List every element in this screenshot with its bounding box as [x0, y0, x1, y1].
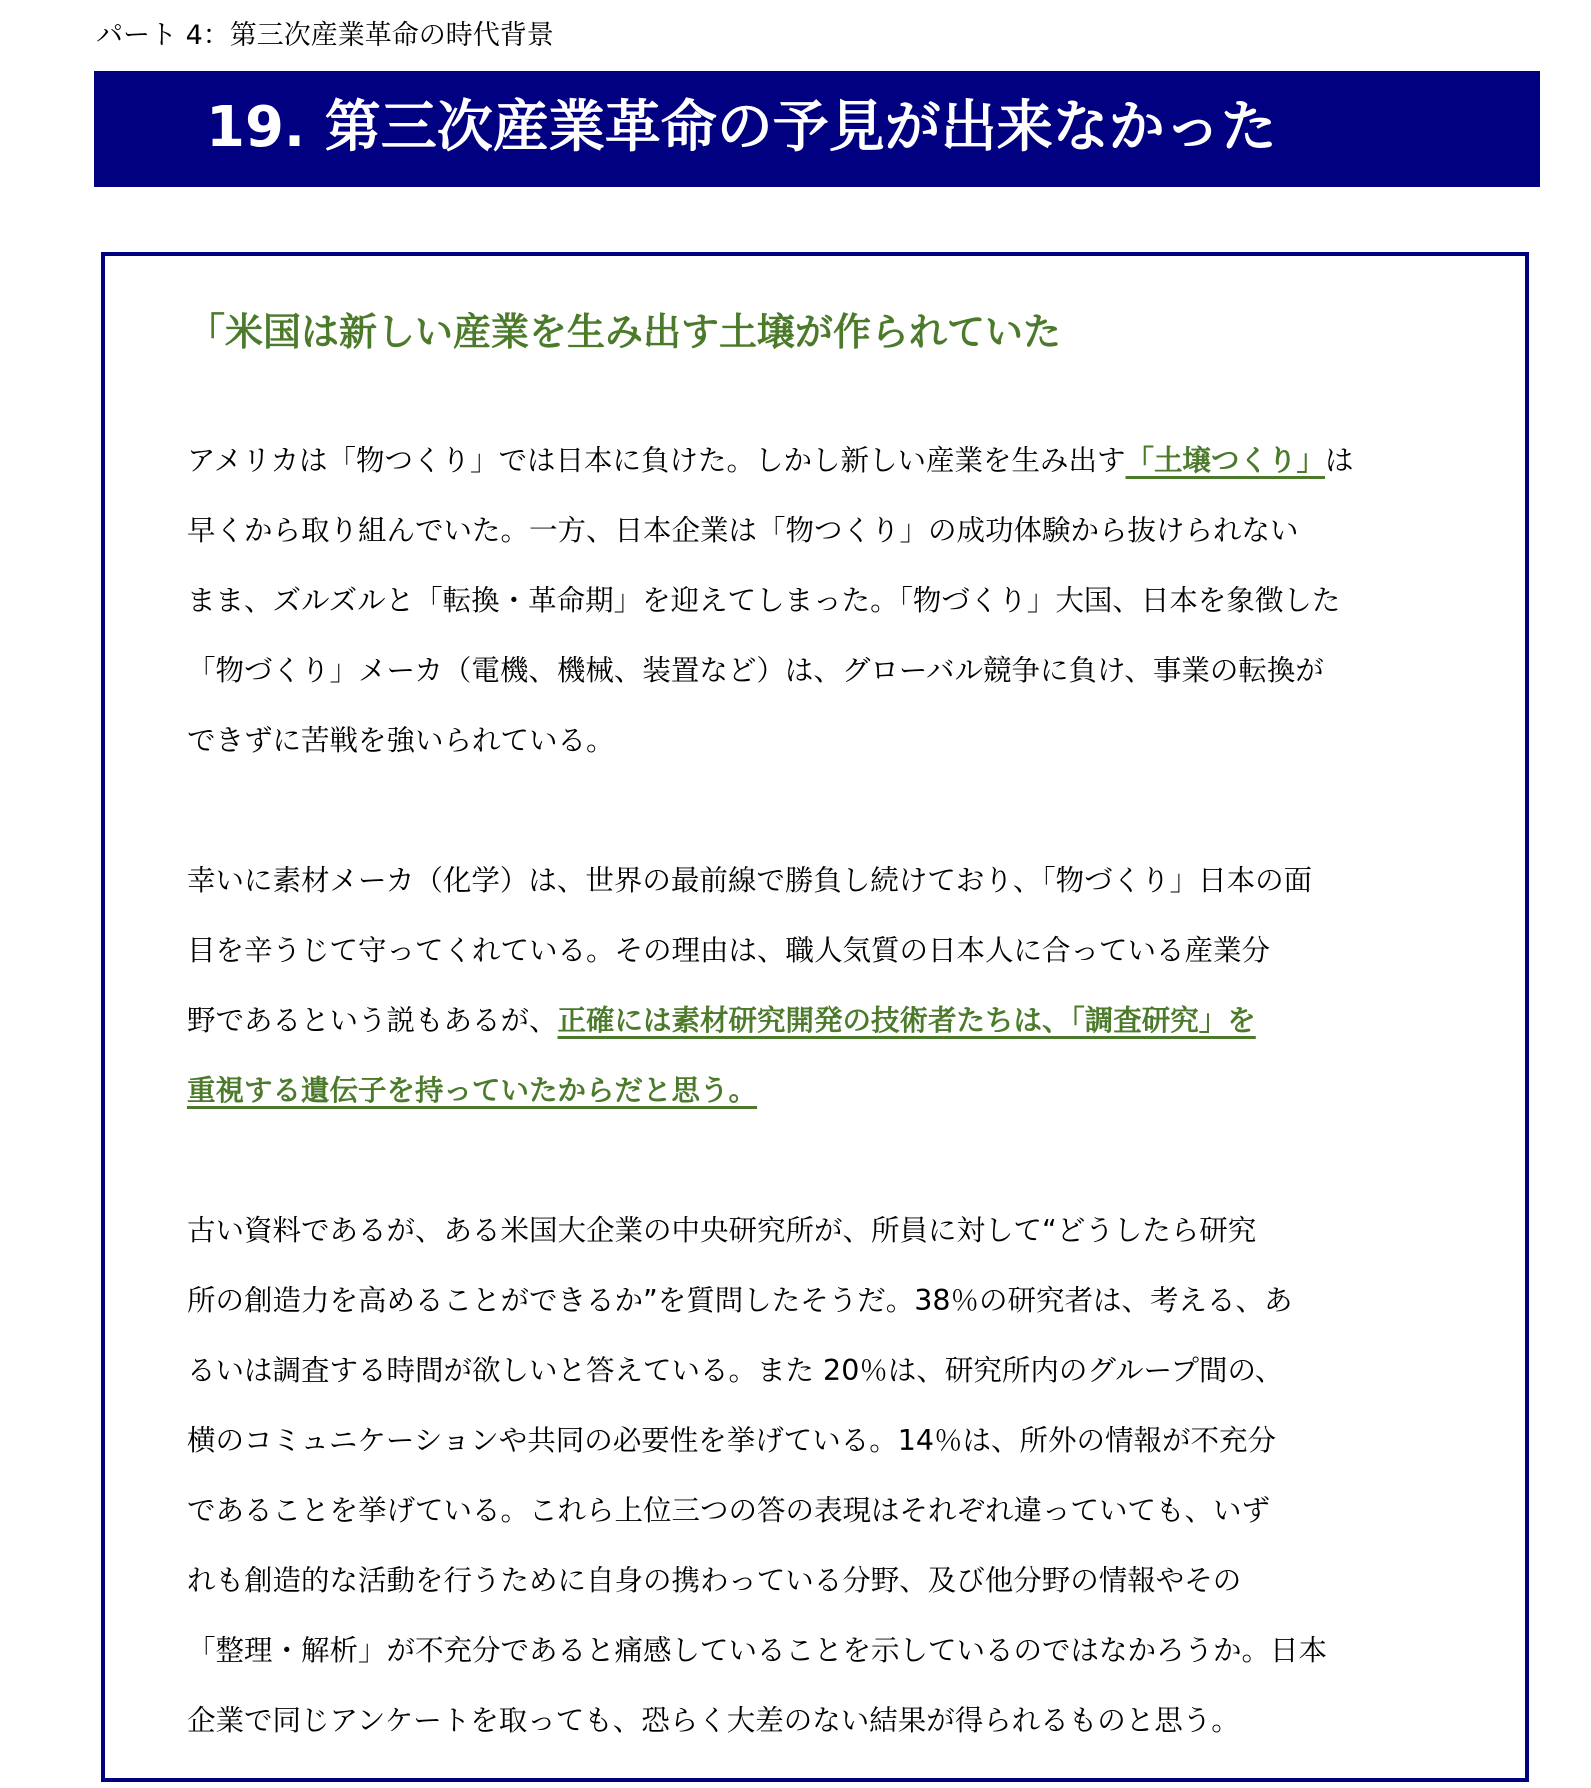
- paragraph-line: 「物づくり」メーカ（電機、機械、装置など）は、グローバル競争に負け、事業の転換が: [187, 654, 1324, 687]
- text-segment: 野であるという説もあるが、: [187, 1004, 558, 1037]
- breadcrumb: パート 4：第三次産業革命の時代背景: [96, 20, 554, 51]
- paragraph-line: るいは調査する時間が欲しいと答えている。また 20％は、研究所内のグループ間の、: [187, 1354, 1284, 1387]
- paragraph-line: 横のコミュニケーションや共同の必要性を挙げている。14％は、所外の情報が不充分: [187, 1424, 1277, 1457]
- paragraph-line: 企業で同じアンケートを取っても、恐らく大差のない結果が得られるものと思う。: [187, 1704, 1240, 1737]
- text-segment: は: [1325, 444, 1354, 477]
- paragraph-3: [187, 1196, 1457, 1756]
- paragraph-line: [187, 1056, 1457, 1126]
- paragraph-line: であることを挙げている。これら上位三つの答の表現はそれぞれ違っていても、いず: [187, 1494, 1271, 1527]
- paragraph-line: れも創造的な活動を行うために自身の携わっている分野、及び他分野の情報やその: [187, 1564, 1242, 1597]
- text-segment: アメリカは「物つくり」では日本に負けた。しかし新しい産業を生み出す: [187, 444, 1126, 477]
- paragraph-line: まま、ズルズルと「転換・革命期」を迎えてしまった。「物づくり」大国、日本を象徴した: [187, 584, 1341, 617]
- page-title: 19. 第三次産業革命の予見が出来なかった: [206, 95, 1277, 160]
- emphasis-text: 正確には素材研究開発の技術者たちは、「調査研究」を: [557, 1004, 1256, 1037]
- content-box: [101, 252, 1529, 1782]
- paragraph-line: [187, 986, 1457, 1056]
- paragraph-line: できずに苦戦を強いられている。: [187, 724, 615, 757]
- paragraph-2: [187, 846, 1457, 1126]
- paragraph-line: 幸いに素材メーカ（化学）は、世界の最前線で勝負し続けており、「物づくり」日本の面: [187, 864, 1313, 897]
- paragraph-line: 目を辛うじて守ってくれている。その理由は、職人気質の日本人に合っている産業分: [187, 934, 1271, 967]
- title-band: [94, 71, 1540, 187]
- paragraph-line: 「整理・解析」が不充分であると痛感していることを示しているのではなかろうか。日本: [187, 1634, 1328, 1667]
- emphasis-text: 「土壌つくり」: [1125, 444, 1326, 477]
- paragraph-line: 所の創造力を高めることができるか”を質問したそうだ。38％の研究者は、考える、あ: [187, 1284, 1293, 1317]
- paragraph-1: [187, 426, 1457, 776]
- section-subheading: 「米国は新しい産業を生み出す土壌が作られていた: [187, 310, 1062, 354]
- paragraph-line: 早くから取り組んでいた。一方、日本企業は「物つくり」の成功体験から抜けられない: [187, 514, 1299, 547]
- paragraph-line: 古い資料であるが、ある米国大企業の中央研究所が、所員に対して“どうしたら研究: [187, 1214, 1257, 1247]
- paragraph-line: [187, 426, 1457, 496]
- emphasis-text: 重視する遺伝子を持っていたからだと思う。: [187, 1074, 758, 1107]
